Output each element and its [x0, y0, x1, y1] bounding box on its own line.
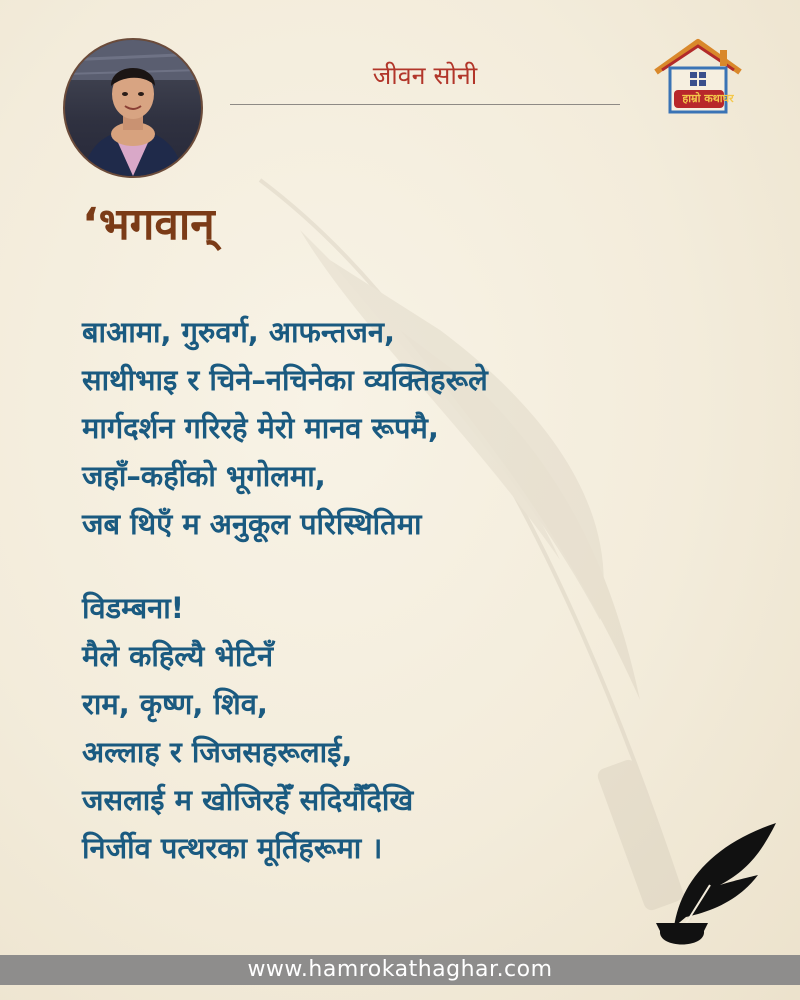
poem-line: विडम्बना!: [82, 591, 184, 625]
website-footer[interactable]: www.hamrokathaghar.com: [0, 955, 800, 985]
poem-title: ‘भगवान्: [82, 199, 215, 250]
poem-line: मार्गदर्शन गरिरहे मेरो मानव रूपमै,: [82, 411, 439, 445]
house-logo-icon: [648, 38, 748, 118]
poem-line: जसलाई म खोजिरहेँ सदियौँदेखि: [82, 783, 414, 817]
author-divider: [230, 104, 620, 105]
quill-inkpot-icon: [650, 815, 790, 955]
poem-line: साथीभाइ र चिने–नचिनेका व्यक्तिहरूले: [82, 363, 488, 397]
stanza-2: [82, 584, 682, 872]
poem-line: जहाँ–कहींको भूगोलमा,: [82, 459, 326, 493]
poem-line: अल्लाह र जिजसहरूलाई,: [82, 735, 353, 769]
author-photo: [63, 38, 203, 178]
poem-line: बाआमा, गुरुवर्ग, आफन्तजन,: [82, 315, 395, 349]
poem-line: मैले कहिल्यै भेटिनँ: [82, 639, 274, 673]
poem-body: [82, 308, 682, 872]
stanza-1: [82, 308, 682, 548]
poem-line: राम, कृष्ण, शिव,: [82, 687, 268, 721]
poem-line: निर्जीव पत्थरका मूर्तिहरूमा ।: [82, 831, 383, 865]
poem-line: जब थिएँ म अनुकूल परिस्थितिमा: [82, 507, 422, 541]
logo-text: हाम्रो कथाघर: [682, 92, 734, 105]
author-name: जीवन सोनी: [372, 61, 478, 90]
